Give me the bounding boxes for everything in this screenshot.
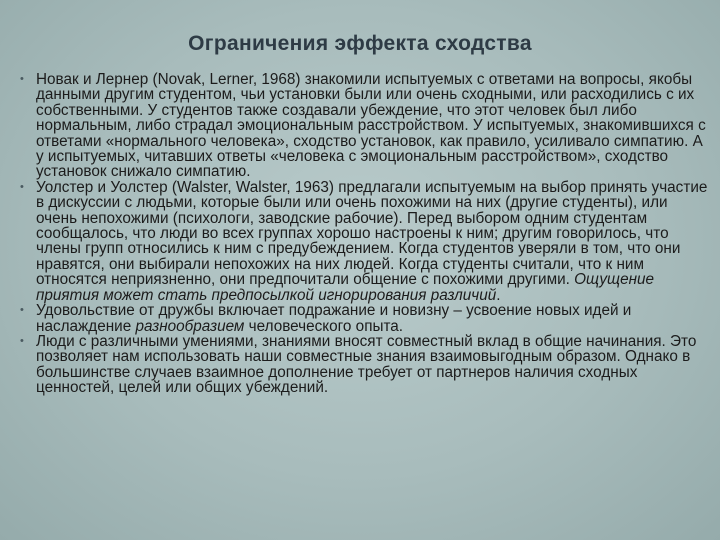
bullet-text: Новак и Лернер (Novak, Lerner, 1968) знакомили испытуемых с ответами на вопросы, якобы данными другим студентом, чьи установки были или очень сходными, или расходились с их собственными. У студентов также создавали убеждение, что этот человек был либо нормальным, либо страдал эмоциональным расстройством. У испытуемых, знакомившихся с ответами «нормального человека», сходство установок, как правило, усиливало симпатию. А у испытуемых, читавших ответы «человека с эмоциональным расстройством», сходство установок снижало симпатию. — [36, 71, 706, 181]
bullet-text: Уолстер и Уолстер (Walster, Walster, 1963) предлагали испытуемым на выбор принять участие в дискуссии с людьми, которые были или очень похожими на них (другие студенты), или очень непохожими (психологи, заводские рабочие). Перед выбором одним студентам сообщалось, что люди во всех группах хорошо настроены к ним; другим говорилось, что члены групп относились к ним с предубеждением. Когда студентов уверяли в том, что они нравятся, они выбирали непохожих на них людей. Когда студенты считали, что к ним относятся неприязненно, они предпочитали общение с похожими другими. — [36, 178, 708, 289]
bullet-italic-text: разнообразием — [135, 317, 245, 335]
bullet-icon: • — [20, 334, 24, 347]
bullet-icon: • — [20, 73, 24, 85]
bullet-icon: • — [20, 304, 24, 317]
bullet-item-friendship — [20, 303, 710, 334]
slide-title: Ограничения эффекта сходства — [188, 32, 532, 55]
bullet-italic-text: Ощущение приятия может стать предпосылкой игнорирования различий — [36, 271, 655, 304]
bullet-list — [20, 72, 710, 396]
bullet-text: Люди с различными умениями, знаниями вносят совместный вклад в общие начинания. Это позволяет нам использовать наши совместные знания взаимовыгодным образом. Однако в большинстве случаев взаимное дополнение требует от партнеров наличия сходных ценностей, целей или общих убеждений. — [36, 332, 697, 397]
bullet-item-skills — [20, 334, 710, 396]
bullet-icon: • — [20, 180, 24, 193]
bullet-item-novak-lerner — [20, 72, 710, 180]
bullet-text: Удовольствие от дружбы включает подражание и новизну – усвоение новых идей и наслаждение — [36, 302, 632, 335]
bullet-item-walster — [20, 180, 710, 303]
bullet-text-end: . — [496, 286, 501, 304]
bullet-text-end: человеческого опыта. — [244, 317, 404, 335]
